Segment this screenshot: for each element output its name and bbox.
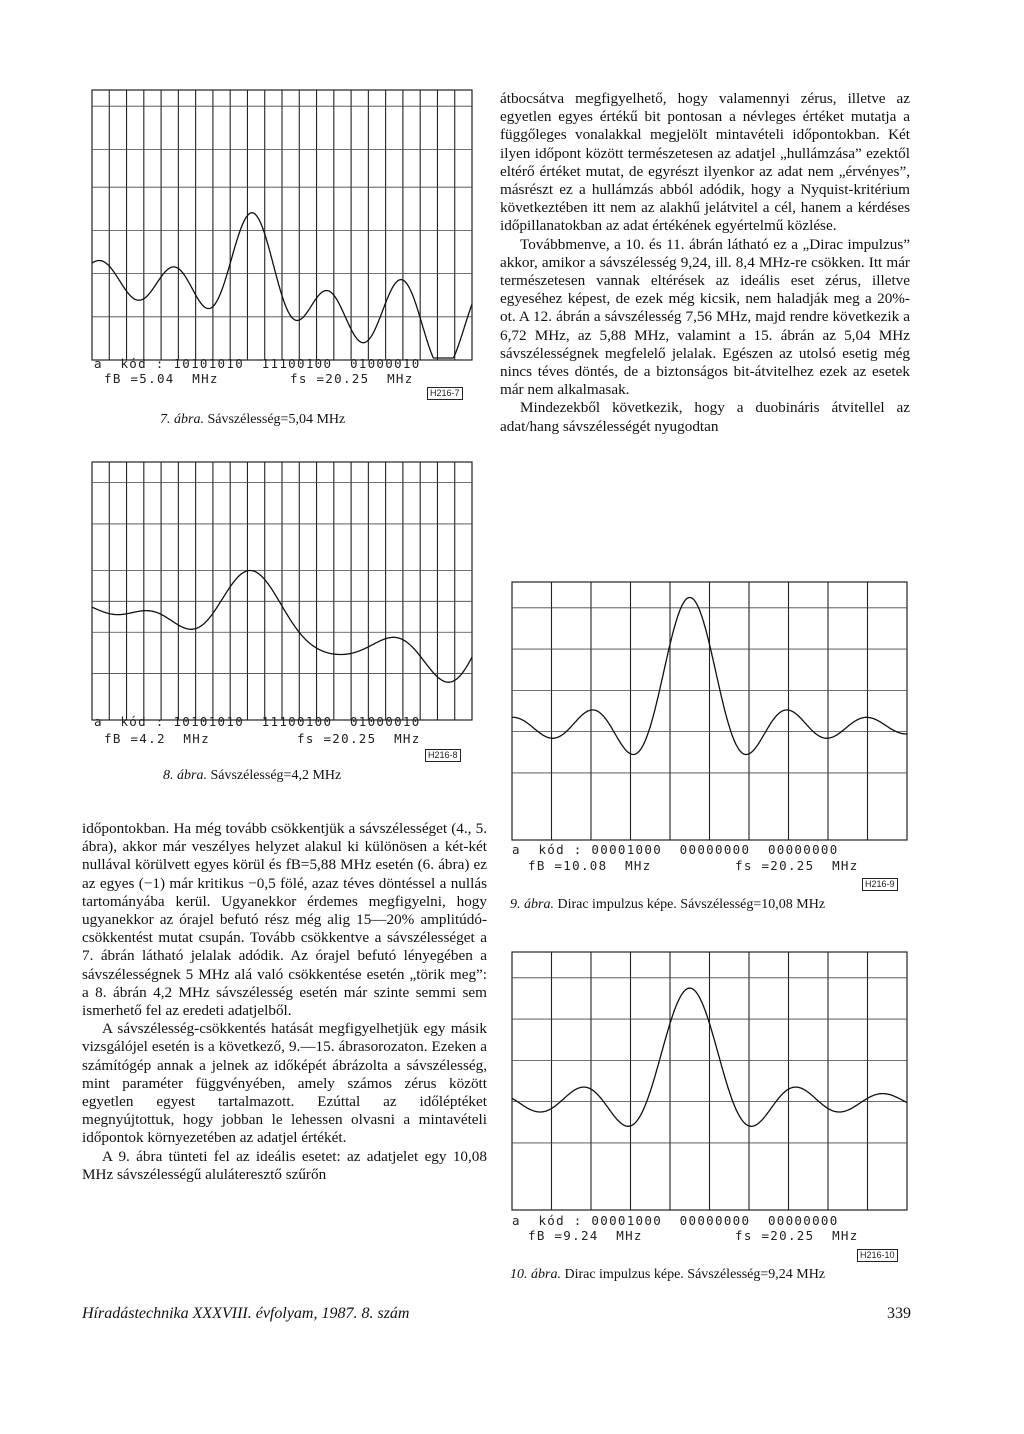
figure-10-fs: fs =20.25 MHz [735,1228,859,1243]
figure-7-tag: H216-7 [427,387,463,400]
figure-8-waveform [92,462,472,720]
figure-10-caption-text: Dirac impulzus képe. Sávszélesség=9,24 MHz [560,1267,826,1282]
figure-10-fb: fB =9.24 MHz [528,1228,643,1243]
figure-7-fb: fB =5.04 MHz [104,371,219,386]
figure-9-fb: fB =10.08 MHz [528,858,652,873]
figure-9-tag: H216-9 [862,878,898,891]
figure-10-plot [512,952,907,1210]
figure-7-plot [92,90,472,360]
figure-8-caption-text: Sávszélesség=4,2 MHz [206,768,342,783]
figure-8-plot [92,462,472,720]
figure-8-caption-number: 8. ábra. [163,768,207,783]
figure-7-waveform [92,90,472,360]
journal-footer: Híradástechnika XXXVIII. évfolyam, 1987. 8. szám [82,1305,410,1322]
figure-8-code: a kód : 10101010 11100100 01000010 [94,714,421,729]
right-paragraph-3: Mindezekből következik, hogy a duobináris átvitellel az adat/hang sávszélességét nyugodtan [500,399,910,435]
right-column-text [500,90,910,436]
figure-10-code: a kód : 00001000 00000000 00000000 [512,1213,839,1228]
right-paragraph-2: Továbbmenve, a 10. és 11. ábrán látható ez a „Dirac impulzus” akkor, amikor a sávszélesség 9,24, ill. 8,4 MHz-re csökken. Itt már természetesen vannak eltérések az ideális eset zérus, illetve egyeséhez képest, de ezek még kicsik, nem haladják meg a 20%-ot. A 12. ábrán a sávszélesség 7,56 MHz, majd rendre következik a 6,72 MHz, az 5,88 MHz, valamint a 15. ábrán az 5,04 MHz sávszélességnek megfelelő jelalak. Egészen az utolsó esetig még nincs téves döntés, de a biztonságos bit-átvitelhez ezek az esetek már nem alkalmasak. [500,235,910,399]
figure-9-waveform [512,582,907,840]
left-paragraph-3: A 9. ábra tünteti fel az ideális esetet: az adatjelet egy 10,08 MHz sávszélességű aluláteresztő szűrőn [82,1147,487,1183]
figure-9-caption [510,897,825,913]
figure-10-caption [510,1267,825,1283]
figure-9-caption-text: Dirac impulzus képe. Sávszélesség=10,08 MHz [553,897,826,912]
figure-9-fs: fs =20.25 MHz [735,858,859,873]
figure-8-fb: fB =4.2 MHz [104,731,210,746]
figure-8-tag: H216-8 [425,749,461,762]
right-paragraph-1: átbocsátva megfigyelhető, hogy valamennyi zérus, illetve az egyetlen egyes értékű bit pontosan a névleges értéket mutatja a függőleges vonalakkal megjelölt mintavételi időpontokban. Két ilyen időpont között természetesen az adatjel „hullámzása” ezektől eltérő értéket mutat, de egyrészt ilyenkor az adat nem „érvényes”, másrészt ez a hullámzás abból adódik, hogy a Nyquist-kritérium következtében itt nem az alakhű jelátvitel a cél, hanem a kérdéses időpillanatokban az adat értékének egyértelmű közlése. [500,90,910,235]
figure-10-waveform [512,952,907,1210]
figure-8-caption [163,768,341,784]
left-paragraph-2: A sávszélesség-csökkentés hatását megfigyelhetjük egy másik vizsgálójel esetén is a következő, 9.—15. ábrasorozaton. Ezeken a számítógép annak a jelnek az időképét ábrázolta a sávszélesség, mint paraméter függvényében, amely számos zérus között egyetlen egyest tartalmazott. Ezúttal az időléptéket megnyújtottuk, hogy jobban le lehessen olvasni a mintavételi időpontok környezetében az adatjel értékét. [82,1020,487,1147]
figure-9-caption-number: 9. ábra. [510,897,554,912]
figure-9-code: a kód : 00001000 00000000 00000000 [512,842,839,857]
figure-10-tag: H216-10 [857,1249,898,1262]
figure-7-code: a kód : 10101010 11100100 01000010 [94,356,421,371]
figure-8-fs: fs =20.25 MHz [297,731,421,746]
figure-10-caption-number: 10. ábra. [510,1267,561,1282]
left-paragraph-1: időpontokban. Ha még tovább csökkentjük a sávszélességet (4., 5. ábra), akkor már veszélyes helyzet alakul ki különösen a két-két nullával körülvett egyes körül és fB=5,88 MHz esetén (6. ábra) ez az egyes (−1) már kritikus −0,5 fölé, azaz téves döntéssel a nullás tartományába kerül. Ugyanekkor érdemes megfigyelni, hogy ugyanekkor az órajel befutó rész még alig 15—20% amplitúdó-csökkentést mutat csupán. Tovább csökkentve a sávszélességet a 7. ábrán látható jelalak adódik. Az órajel befutó lényegében a sávszélességnek 5 MHz alá való csökkentése esetén „törik meg”: a 8. ábrán 4,2 MHz sávszélesség esetén már szinte semmi sem ismerhető fel az eredeti adatjelből. [82,820,487,1020]
figure-7-caption-number: 7. ábra. [160,412,204,427]
figure-9-plot [512,582,907,840]
figure-7-caption [160,412,345,428]
figure-7-caption-text: Sávszélesség=5,04 MHz [203,412,346,427]
figure-7-fs: fs =20.25 MHz [290,371,414,386]
left-column-text [82,820,487,1184]
page-number: 339 [887,1305,911,1322]
